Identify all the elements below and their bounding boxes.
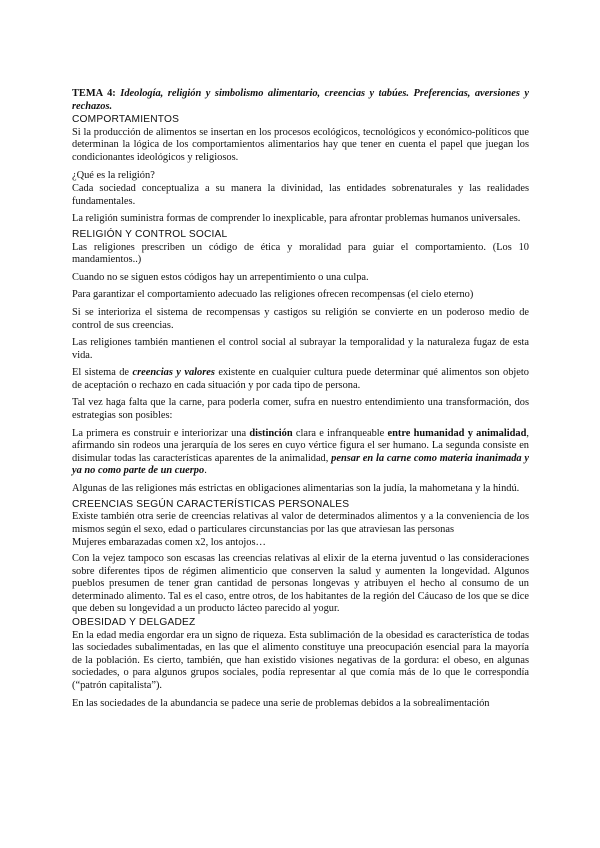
paragraph: La religión suministra formas de comprender lo inexplicable, para afrontar problemas humanos universales. bbox=[72, 213, 521, 225]
paragraph: En la edad media engordar era un signo de riqueza. Esta sublimación de la obesidad es característica de todas las sociedades subalimentadas, en las que el alimento constituye una preocupación esencial para la mayoría de la población. Es cierto, también, que han existido visiones negativas de la gordura: el obeso, en algunas sociedades, o para algunos grupos sociales, podía representar al que comía más de lo que le correspondía (“patrón capitalista”). bbox=[72, 629, 529, 691]
paragraph: Cuando no se siguen estos códigos hay un arrepentimiento o una culpa. bbox=[72, 271, 369, 283]
paragraph: Las religiones también mantienen el control social al subrayar la temporalidad y la naturaleza fugaz de esta vida. bbox=[72, 337, 529, 361]
paragraph: Para garantizar el comportamiento adecuado las religiones ofrecen recompensas (el cielo eterno) bbox=[72, 289, 474, 301]
paragraph: Las religiones prescriben un código de ética y moralidad para guiar el comportamiento. (Los 10 mandamientos..) bbox=[72, 241, 529, 266]
paragraph: Con la vejez tampoco son escasas las creencias relativas al elixir de la eterna juventud o las consideraciones sobre diferentes tipos de régimen alimenticio que conserven la salud y aumenten la longevidad. Algunos pueblos presumen de tener gran cantidad de personas longevas y atribuyen el hecho al consumo de un determinado alimento. Tal es el caso, entre otros, de los habitantes de la región del Cáucaso de los que se dice que deben su longevidad a un producto lácteo parecido al yogur. bbox=[72, 553, 529, 615]
text-run: existente en cualquier cultura puede determinar qué alimentos son objeto de aceptación o rechazo en cada situación y por cada tipo de persona. bbox=[72, 367, 529, 391]
text-run: clara e infranqueable bbox=[292, 427, 388, 439]
bold-phrase: creencias y valores bbox=[132, 367, 215, 379]
bold-phrase: entre humanidad y animalidad bbox=[387, 427, 527, 439]
document-title bbox=[72, 88, 529, 113]
paragraph: Si se interioriza el sistema de recompensas y castigos su religión se convierte en un poderoso medio de control de sus creencias. bbox=[72, 306, 529, 331]
heading-religion-control-social: RELIGIÓN Y CONTROL SOCIAL bbox=[72, 228, 228, 240]
title-lead: TEMA 4: bbox=[72, 88, 116, 99]
paragraph bbox=[72, 428, 529, 478]
text-run: . bbox=[204, 465, 207, 477]
bold-phrase: pensar en la carne como materia inanimada y ya no como parte de un cuerpo bbox=[72, 452, 530, 477]
heading-obesidad: OBESIDAD Y DELGADEZ bbox=[72, 616, 196, 628]
heading-comportamientos: COMPORTAMIENTOS bbox=[72, 114, 180, 126]
bold-phrase: distinción bbox=[249, 427, 293, 439]
paragraph: Algunas de las religiones más estrictas en obligaciones alimentarias son la judía, la mahometana y la hindú. bbox=[72, 483, 520, 495]
paragraph: En las sociedades de la abundancia se padece una serie de problemas debidos a la sobrealimentación bbox=[72, 697, 490, 709]
paragraph: Tal vez haga falta que la carne, para poderla comer, sufra en nuestro entendimiento una transformación, dos estrategias son posibles: bbox=[72, 397, 529, 422]
paragraph: Existe también otra serie de creencias relativas al valor de determinados alimentos y a la conveniencia de los mismos según el sexo, edad o particulares circunstancias por las que atraviesan las personas bbox=[72, 511, 529, 535]
text-run: La primera es construir e interiorizar una bbox=[72, 427, 250, 439]
paragraph: Cada sociedad conceptualiza a su manera la divinidad, las entidades sobrenaturales y las realidades fundamentales. bbox=[72, 183, 529, 207]
paragraph bbox=[72, 367, 529, 392]
paragraph: Si la producción de alimentos se insertan en los procesos ecológicos, tecnológicos y económico-políticos que determinan la lógica de los comportamientos alimentarios hay que tener en cuenta el papel que juegan los condicionantes ideológicos y religiosos. bbox=[72, 126, 529, 163]
title-text: Ideología, religión y simbolismo alimentario, creencias y tabúes. Preferencias, aversiones y rechazos. bbox=[72, 88, 529, 112]
text-run: El sistema de bbox=[72, 367, 133, 379]
paragraph: Mujeres embarazadas comen x2, los antojos… bbox=[72, 537, 266, 549]
heading-creencias: CREENCIAS SEGÚN CARACTERÍSTICAS PERSONALES bbox=[72, 498, 350, 510]
question-religion: ¿Qué es la religión? bbox=[72, 169, 155, 181]
text-run: , afirmando sin rodeos una jerarquía de los seres en cuyo vértice figura el ser humano. La segunda consiste en disimular todas las características aparentes de la animalidad, bbox=[72, 427, 529, 464]
document-page bbox=[72, 88, 529, 715]
